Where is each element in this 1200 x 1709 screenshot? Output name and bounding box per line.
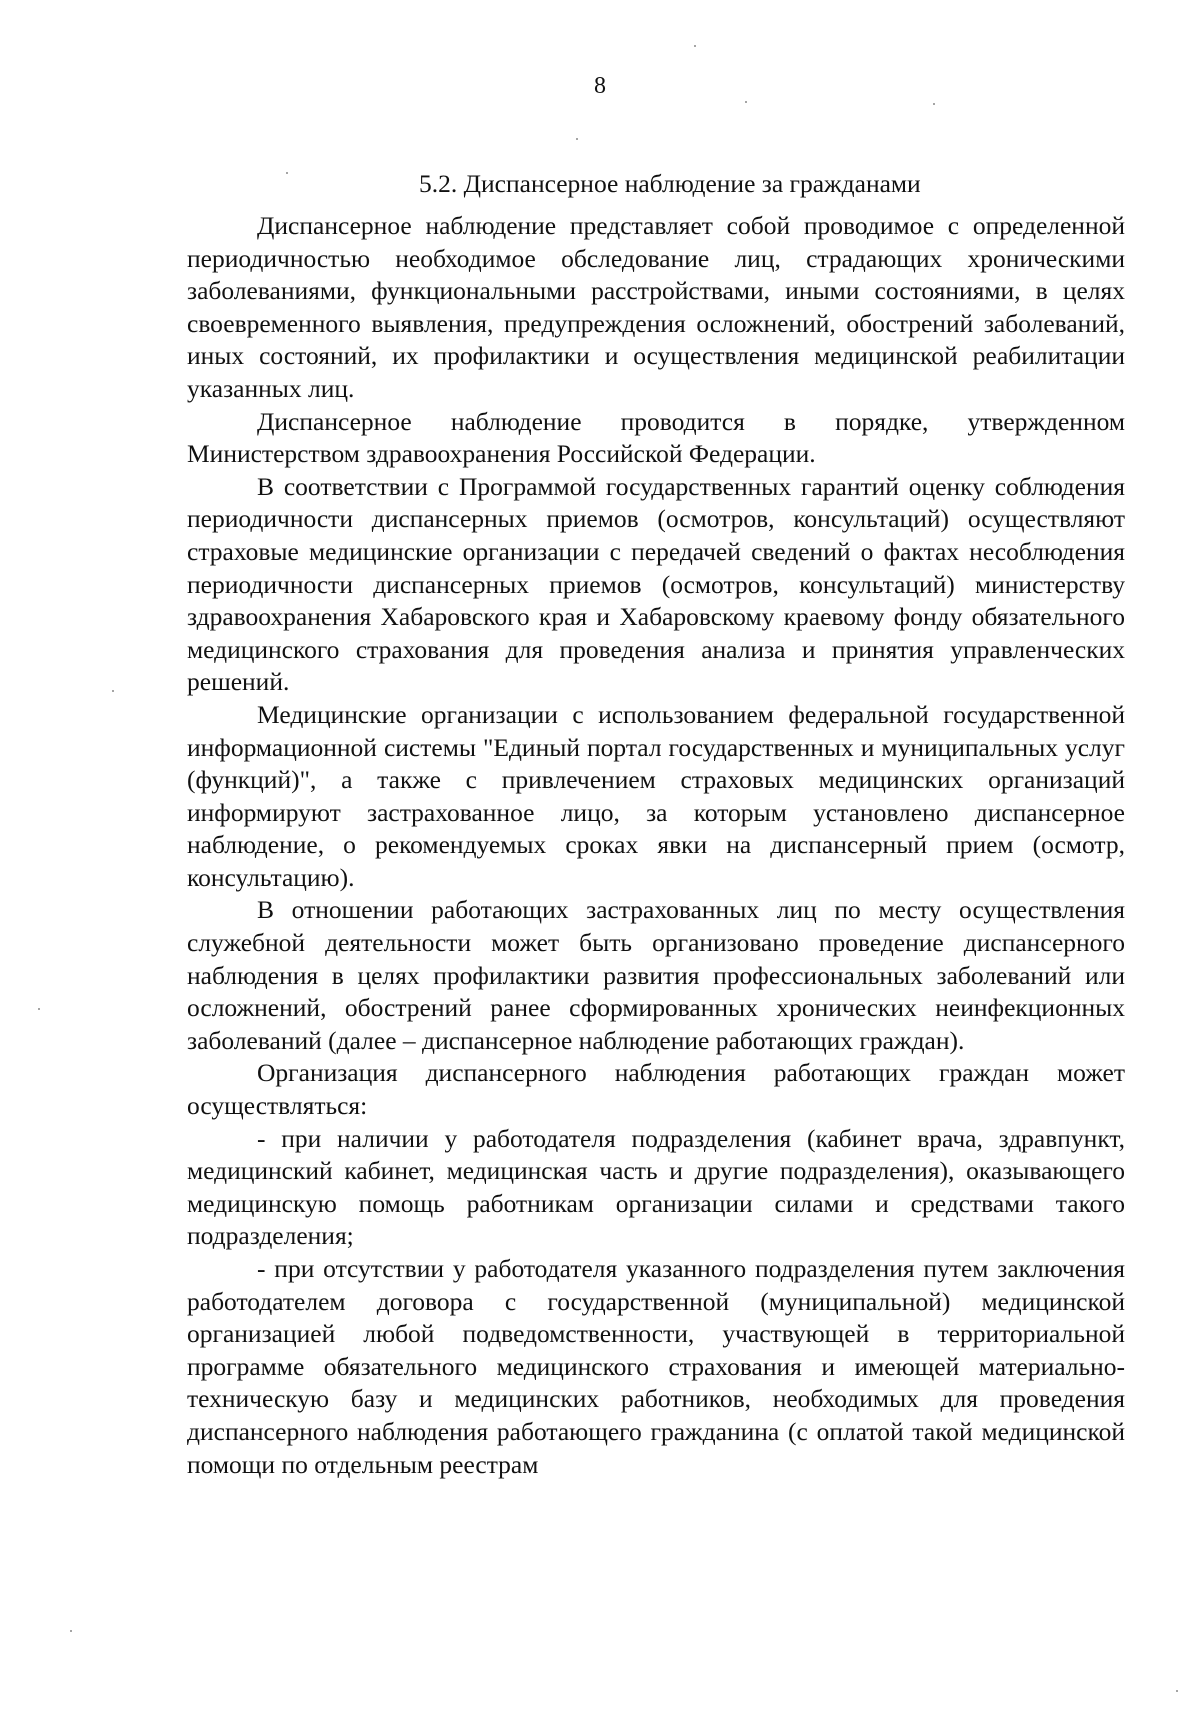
- scan-speck: [933, 103, 935, 105]
- page-number: 8: [594, 73, 606, 99]
- scan-speck: [1176, 1690, 1178, 1692]
- scan-speck: [70, 1630, 72, 1632]
- scan-speck: [38, 1008, 40, 1010]
- paragraph-procedure: Диспансерное наблюдение проводится в порядке, утвержденном Министерством здравоохранения Российской Федерации.: [187, 406, 1125, 469]
- list-item-contract: - при отсутствии у работодателя указанного подразделения путем заключения работодателем договора с государственной (муниципальной) медицинской организацией любой подведомственности, участвующей в территориальной программе обязательного медицинского страхования и имеющей материально-техническую базу и медицинских работников, необходимых для проведения диспансерного наблюдения работающего гражданина (с оплатой такой медицинской помощи по отдельным реестрам: [187, 1254, 1125, 1479]
- paragraph-state-guarantees: В соответствии с Программой государственных гарантий оценку соблюдения периодичности диспансерных приемов (осмотров, консультаций) осуществляют страховые медицинские организации с передачей сведений о фактах несоблюдения периодичности диспансерных приемов (осмотров, консультаций) министерству здравоохранения Хабаровского края и Хабаровскому краевому фонду обязательного медицинского страхования для проведения анализа и принятия управленческих решений.: [187, 471, 1125, 697]
- paragraph-definition: Диспансерное наблюдение представляет собой проводимое с определенной периодичностью необходимое обследование лиц, страдающих хроническими заболеваниями, функциональными расстройствами, иными состояниями, в целях своевременного выявления, предупреждения осложнений, обострений заболеваний, иных состояний, их профилактики и осуществления медицинской реабилитации указанных лиц.: [187, 211, 1125, 403]
- scan-speck: [694, 45, 696, 47]
- paragraph-organization: Организация диспансерного наблюдения работающих граждан может осуществляться:: [187, 1058, 1125, 1121]
- section-heading: 5.2. Диспансерное наблюдение за гражданами: [419, 169, 921, 198]
- paragraph-informing: Медицинские организации с использованием федеральной государственной информационной системы "Единый портал государственных и муниципальных услуг (функций)", а также с привлечением страховых медицинских организаций информируют застрахованное лицо, за которым установлено диспансерное наблюдение, о рекомендуемых сроках явки на диспансерный прием (осмотр, консультацию).: [187, 699, 1125, 892]
- paragraph-working-persons: В отношении работающих застрахованных лиц по месту осуществления служебной деятельности может быть организовано проведение диспансерного наблюдения в целях профилактики развития профессиональных заболеваний или осложнений, обострений ранее сформированных хронических неинфекционных заболеваний (далее – диспансерное наблюдение работающих граждан).: [187, 895, 1125, 1055]
- list-item-employer-unit: - при наличии у работодателя подразделения (кабинет врача, здравпункт, медицинский кабинет, медицинская часть и другие подразделения), оказывающего медицинскую помощь работникам организации силами и средствами такого подразделения;: [187, 1123, 1125, 1251]
- scan-speck: [745, 101, 747, 103]
- scan-speck: [112, 690, 114, 692]
- scan-speck: [576, 138, 578, 140]
- document-body: [187, 168, 1125, 1481]
